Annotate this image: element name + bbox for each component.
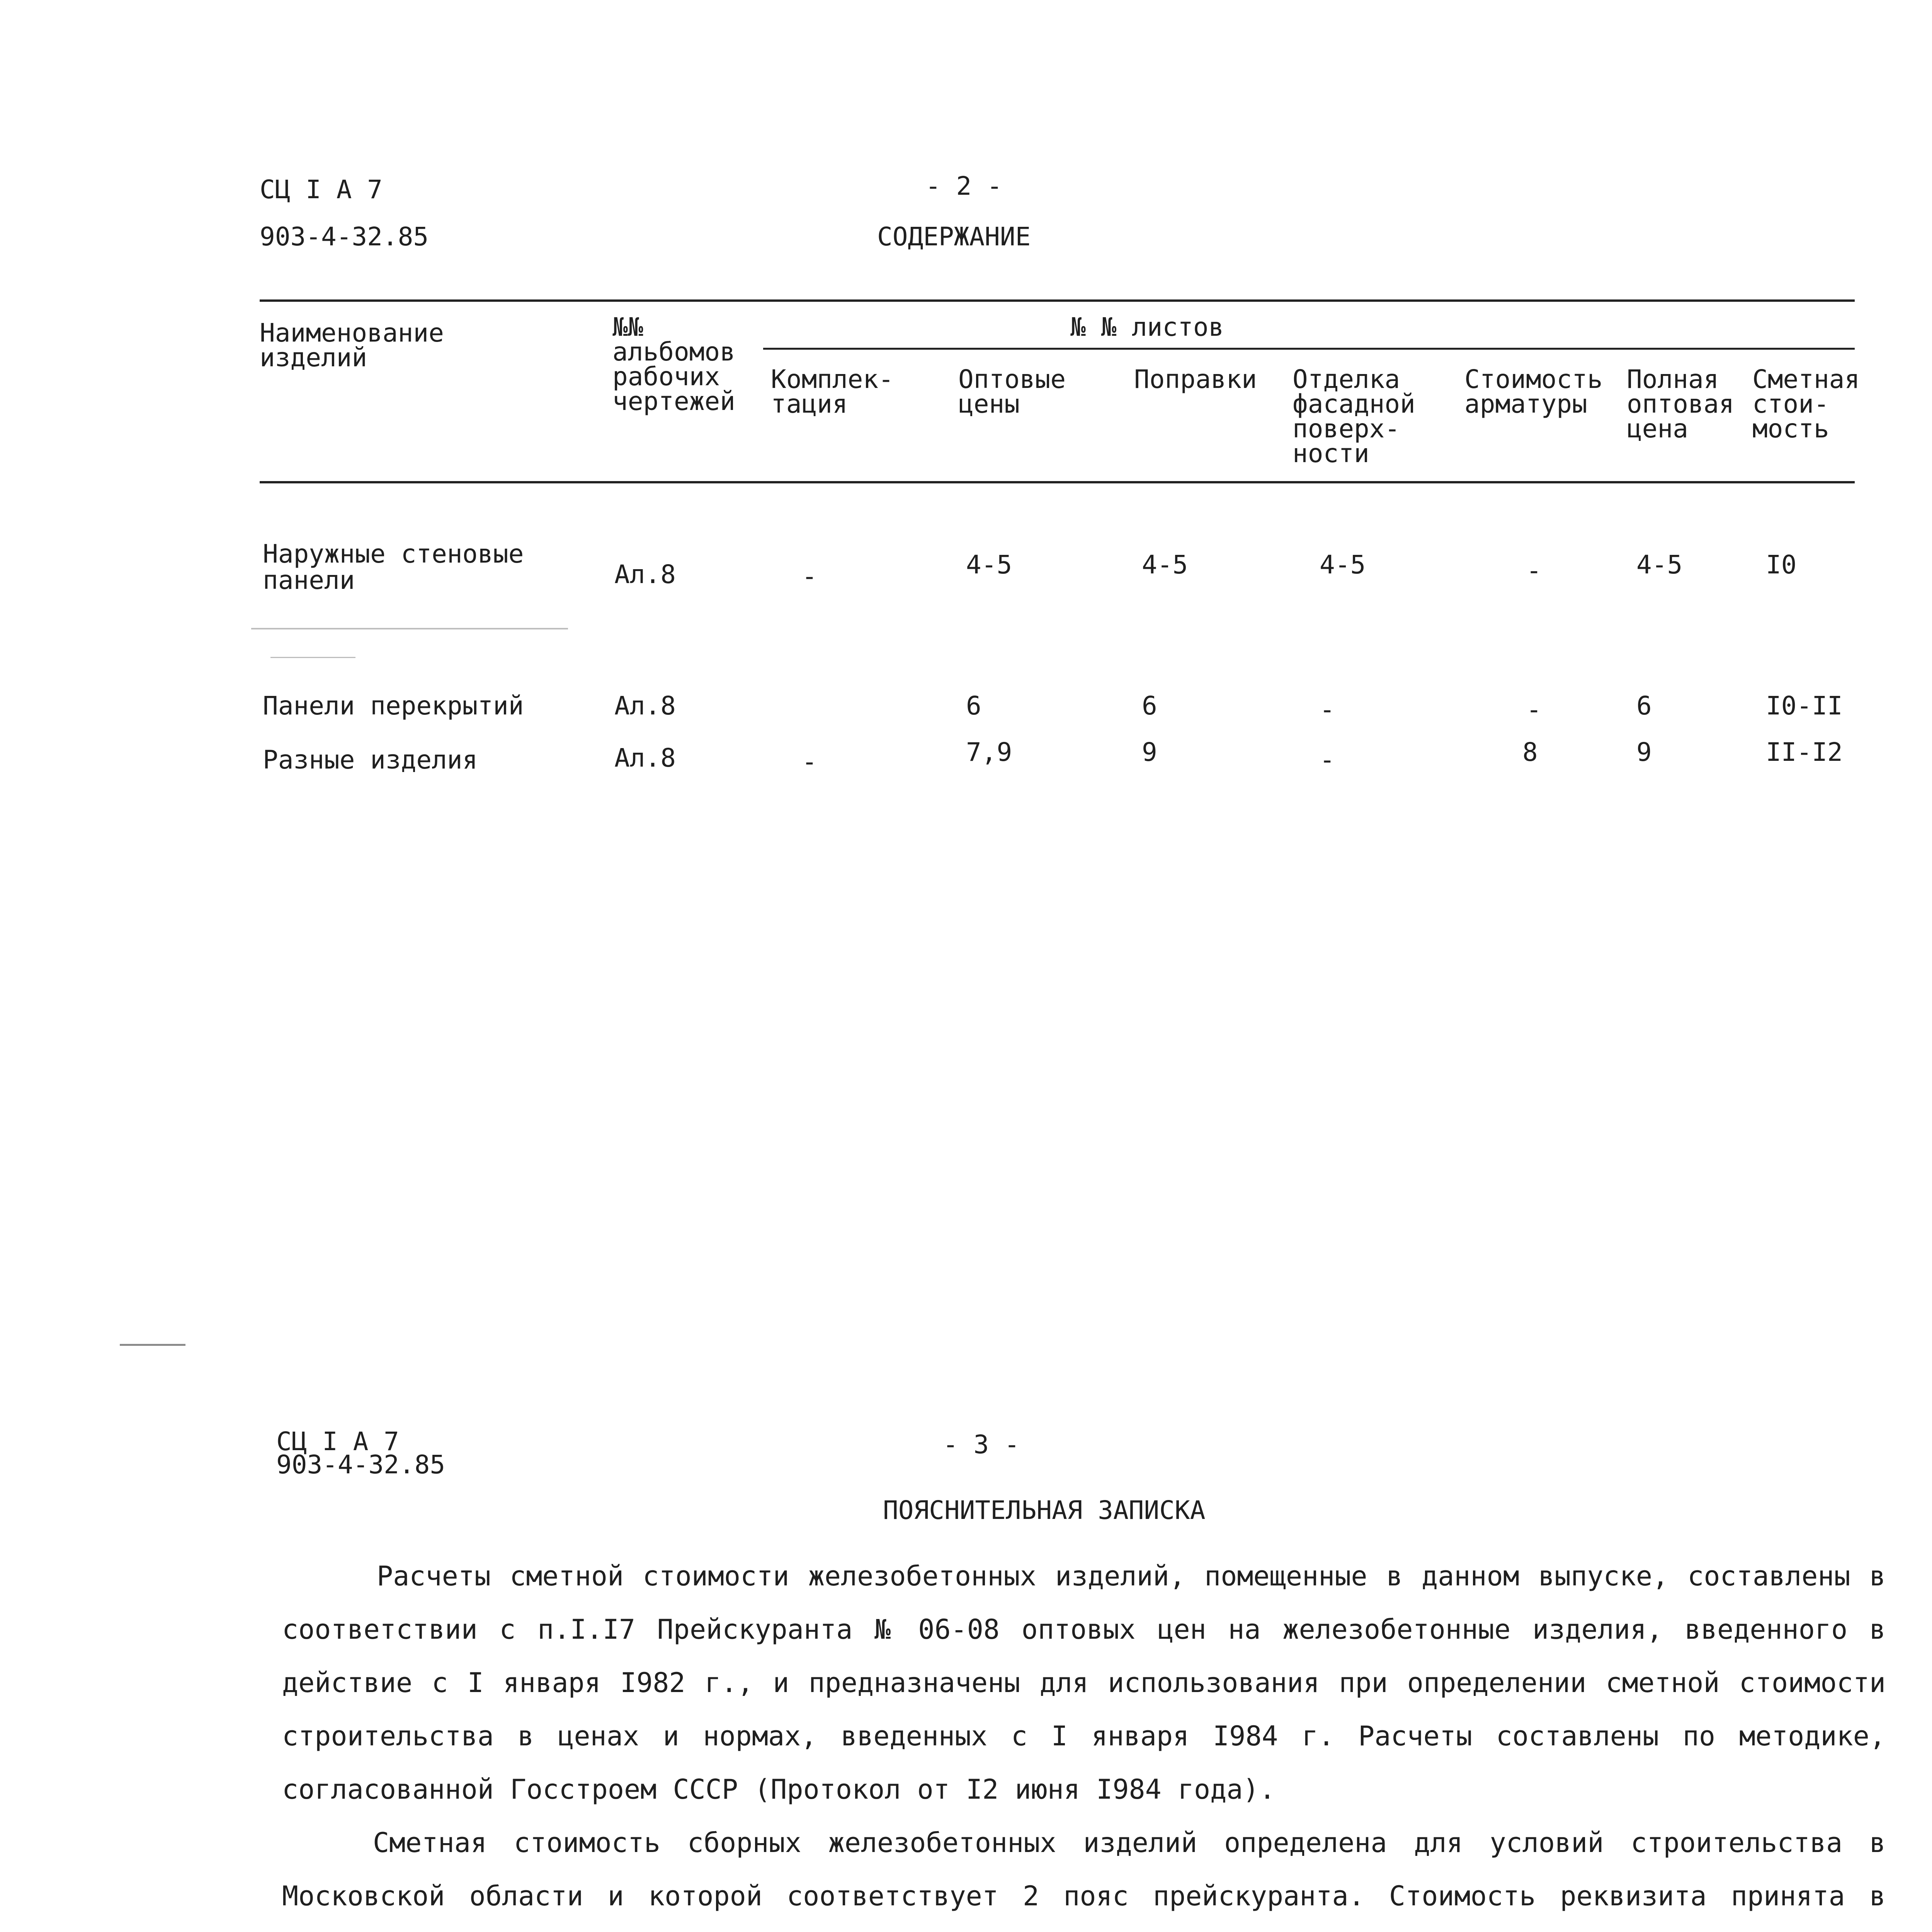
row-stoimost-arm: - <box>1526 556 1542 585</box>
row-optovye: 6 <box>966 691 981 721</box>
row-name: Наружные стеновые панели <box>263 539 524 595</box>
project-code: 903-4-32.85 <box>260 222 429 252</box>
header-optovye: Оптовые цены <box>958 364 1066 419</box>
row-polnaya: 6 <box>1636 691 1652 721</box>
table-top-rule <box>260 299 1855 302</box>
header-otdelka: Отделка фасадной поверх- ности <box>1293 364 1415 468</box>
series-code: СЦ I А 7 <box>276 1427 399 1456</box>
series-code: СЦ I А 7 <box>260 175 383 204</box>
row-otdelka: 4-5 <box>1320 550 1366 580</box>
section-title: СОДЕРЖАНИЕ <box>877 222 1031 252</box>
row-kompl: - <box>802 561 817 591</box>
row-polnaya: 4-5 <box>1636 550 1683 580</box>
header-polnaya: Полная оптовая цена <box>1627 364 1735 444</box>
row-optovye: 4-5 <box>966 550 1012 580</box>
page-number: - 2 - <box>925 171 1002 201</box>
project-code: 903-4-32.85 <box>276 1450 446 1480</box>
header-smetnaya: Сметная стои- мость <box>1752 364 1860 444</box>
header-stoimost-arm: Стоимость арматуры <box>1464 364 1603 419</box>
row-smetnaya: II-I2 <box>1766 737 1843 767</box>
row-name: Панели перекрытий <box>263 691 524 721</box>
header-name: Наименование изделий <box>260 318 444 372</box>
row-stoimost-arm: - <box>1526 695 1542 724</box>
row-smetnaya: I0-II <box>1766 691 1843 721</box>
header-albums: №№ альбомов рабочих чертежей <box>612 312 735 416</box>
paragraph: Сметная стоимость сборных железобетонных изделий определена для условий строительства в Московской области и которой соответствует 2 пояс прейскуранта. Стоимость реквизита принята в <box>282 1827 1886 1912</box>
row-smetnaya: I0 <box>1766 550 1797 580</box>
row-popravki: 4-5 <box>1142 550 1188 580</box>
page-number: - 3 - <box>943 1430 1020 1459</box>
row-name: Разные изделия <box>263 745 478 775</box>
row-stoimost-arm: 8 <box>1522 737 1538 767</box>
header-kompl: Комплек- тация <box>771 364 894 419</box>
page-separator-mark <box>120 1344 185 1346</box>
header-popravki: Поправки <box>1134 364 1257 394</box>
row-album: Ал.8 <box>614 743 676 773</box>
row-polnaya: 9 <box>1636 737 1652 767</box>
row-album: Ал.8 <box>614 560 676 589</box>
row-popravki: 6 <box>1142 691 1157 721</box>
row-album: Ал.8 <box>614 691 676 721</box>
scan-smudge <box>251 628 568 629</box>
paragraph: Расчеты сметной стоимости железобетонных изделий, помещенные в данном выпуске, составлены в соответствии с п.I.I7 Прейскуранта № 06-08 оптовых цен на железобетонные изделия, введенного в действие с I января I982 г., и предназначены для использования при определении сметной стоимости строительства в ценах и нормах, введенных с I января I984 г. Расчеты составлены по методике, согласованной Госстроем СССР (Протокол от I2 июня I984 года). <box>282 1560 1886 1805</box>
row-optovye: 7,9 <box>966 737 1012 767</box>
row-otdelka: - <box>1320 745 1335 775</box>
header-sheets-group: № № листов <box>1070 312 1224 342</box>
section-title: ПОЯСНИТЕЛЬНАЯ ЗАПИСКА <box>883 1495 1206 1525</box>
row-popravki: 9 <box>1142 737 1157 767</box>
row-kompl: - <box>802 747 817 777</box>
sheets-group-rule <box>763 348 1855 350</box>
row-otdelka: - <box>1320 695 1335 724</box>
header-bottom-rule <box>260 481 1855 483</box>
scan-smudge <box>270 657 355 658</box>
